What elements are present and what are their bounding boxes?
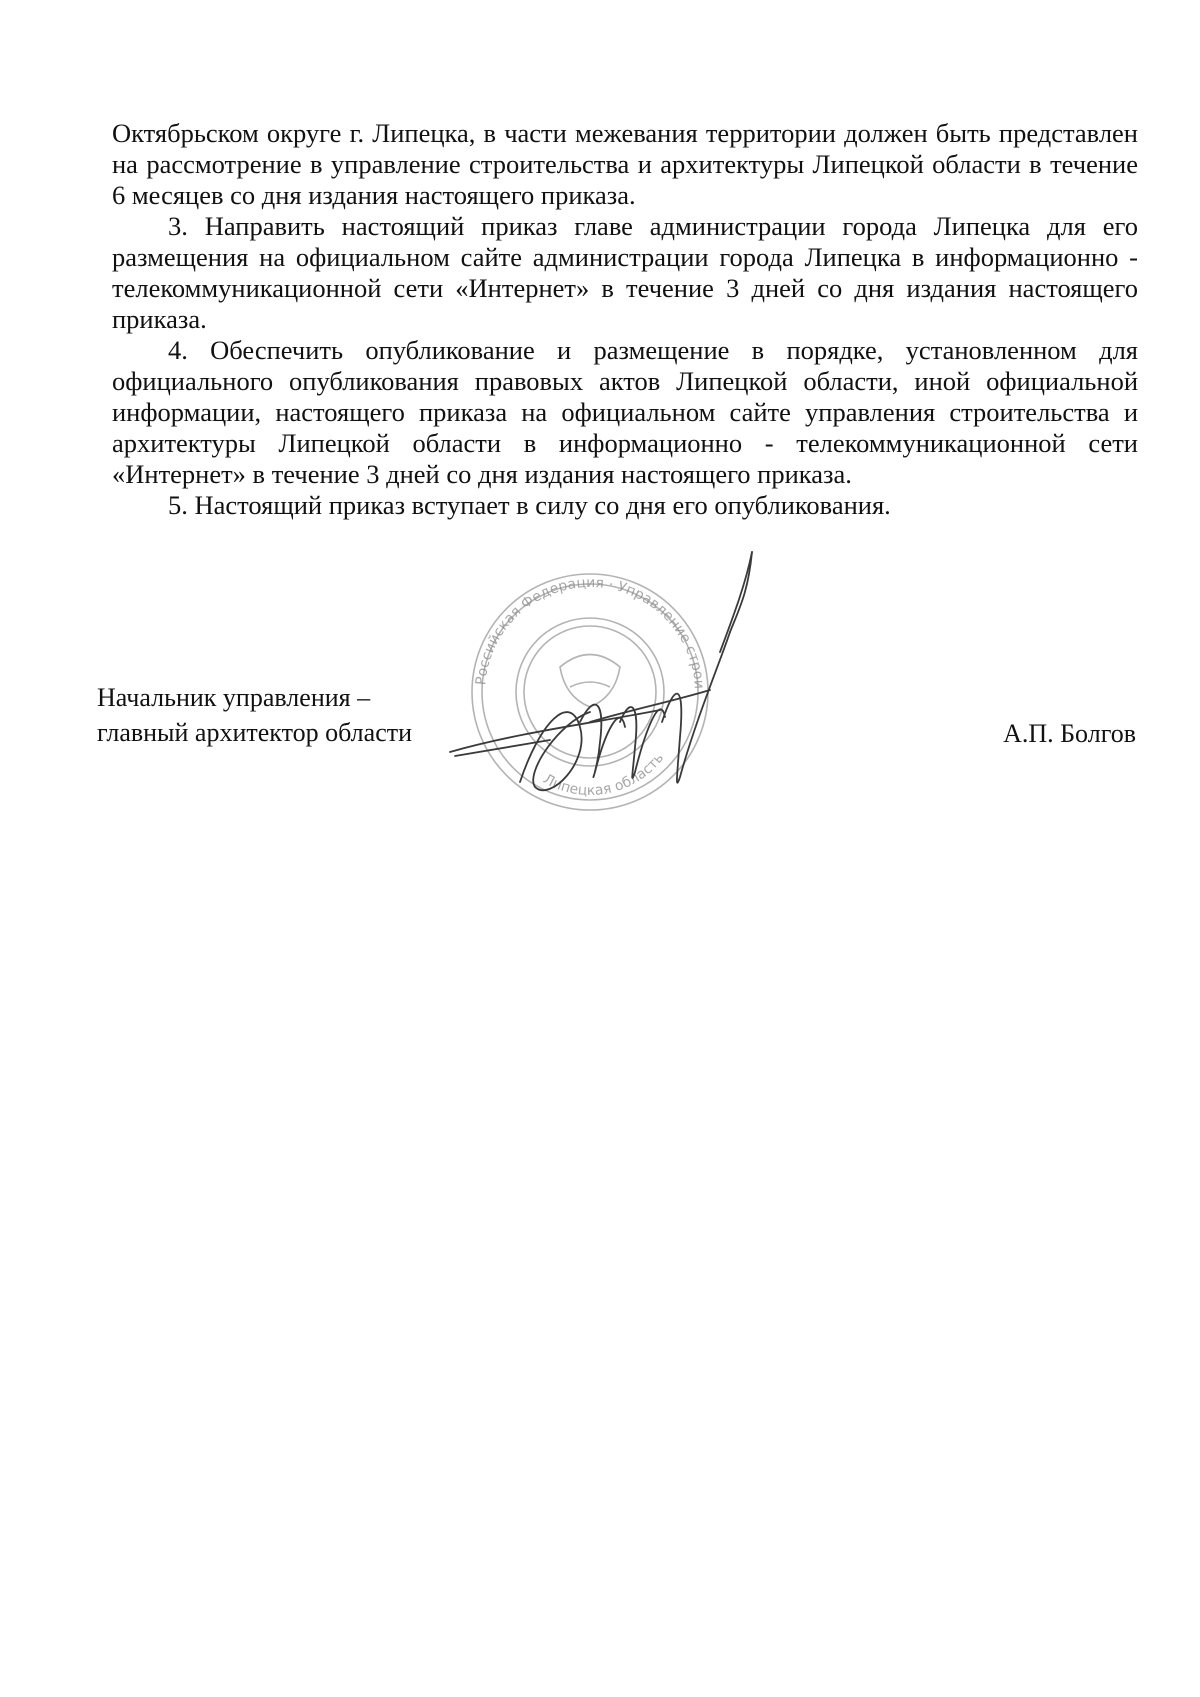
- signer-position-line-1: Начальник управления –: [97, 683, 371, 712]
- signature-block: [97, 680, 1140, 860]
- signer-position-line-2: главный архитектор области: [97, 718, 413, 747]
- paragraph-continuation: Октябрьском округе г. Липецка, в части межевания территории должен быть представлен на рассмотрение в управление строительства и архитектуры Липецкой области в течение 6 месяцев со дня издания настоящего приказа.: [112, 118, 1138, 210]
- signer-name: А.П. Болгов: [1003, 719, 1136, 748]
- paragraph-item-3: 3. Направить настоящий приказ главе администрации города Липецка для его размещения на официальном сайте администрации города Липецка в информационно - телекоммуникационной сети «Интернет» в течение 3 дней со дня издания настоящего приказа.: [112, 211, 1138, 334]
- paragraph-item-5: 5. Настоящий приказ вступает в силу со дня его опубликования.: [168, 490, 891, 520]
- stamp-bottom-text: Липецкая область: [540, 750, 668, 799]
- stamp-ring-text: Российская Федерация · Управление строительства и архитектуры Липецкой области: [424, 560, 708, 690]
- document-body: [112, 118, 1138, 521]
- signer-position: [97, 680, 412, 750]
- paragraph-item-4: 4. Обеспечить опубликование и размещение в порядке, установленном для официального опубликования правовых актов Липецкой области, иной официальной информации, настоящего приказа на официальном сайте управления строительства и архитектуры Липецкой области в информационно - телекоммуникационной сети «Интернет» в течение 3 дней со дня издания настоящего приказа.: [112, 335, 1138, 489]
